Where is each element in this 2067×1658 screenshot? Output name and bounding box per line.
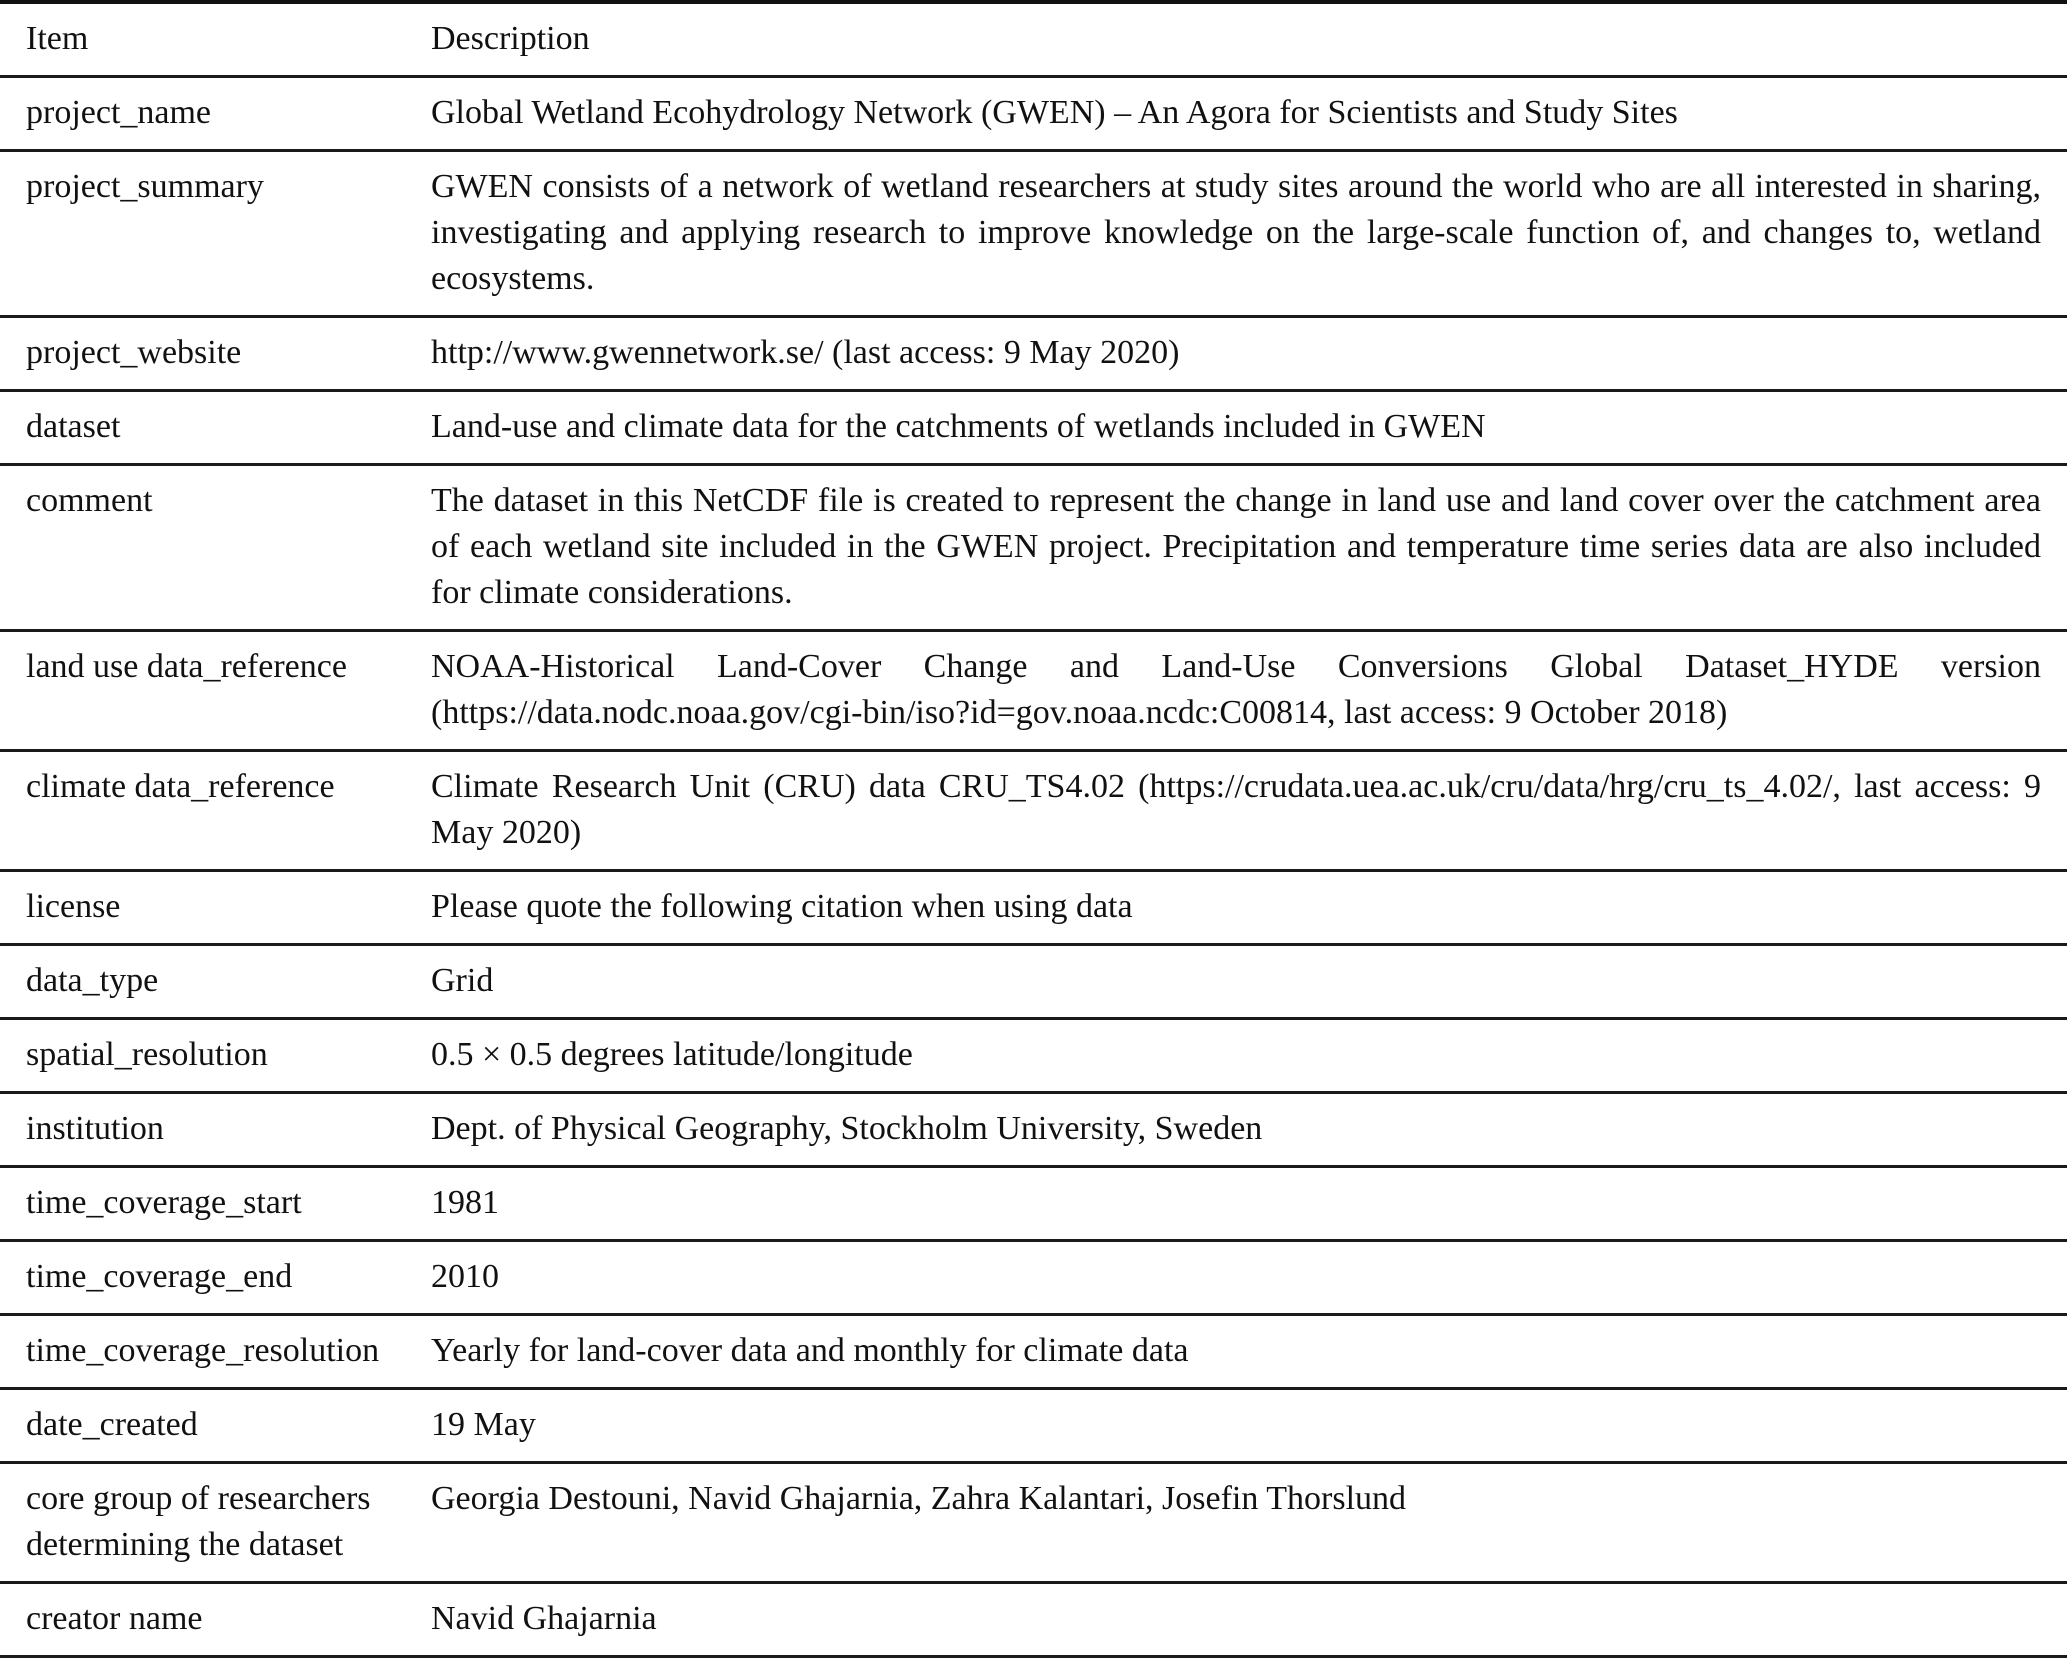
description-cell: http://www.gwennetwork.se/ (last access: 9 May 2020) bbox=[431, 334, 1180, 371]
description-cell: NOAA-Historical Land-Cover Change and Land-Use Conversions Global Dataset_HYDE version (https://data.nodc.noaa.gov/cgi-bin/iso?id=gov.noaa.ncdc:C00814, last access: 9 October 2018) bbox=[431, 648, 2041, 731]
table-row-time-coverage-start bbox=[0, 1167, 2067, 1241]
description-cell: Georgia Destouni, Navid Ghajarnia, Zahra Kalantari, Josefin Thorslund bbox=[431, 1480, 1407, 1517]
description-cell: The dataset in this NetCDF file is created to represent the change in land use and land cover over the catchment area of each wetland site included in the GWEN project. Precipitation and temperature time series data are also included for climate considerations. bbox=[431, 482, 2041, 611]
column-header-item: Item bbox=[26, 20, 89, 57]
table-row-date-created bbox=[0, 1389, 2067, 1463]
table-header-row bbox=[0, 2, 2067, 77]
item-cell: time_coverage_resolution bbox=[26, 1332, 380, 1369]
item-cell: time_coverage_end bbox=[26, 1258, 293, 1295]
description-cell: Global Wetland Ecohydrology Network (GWEN) – An Agora for Scientists and Study Sites bbox=[431, 94, 1678, 131]
item-cell: land use data_reference bbox=[26, 648, 347, 685]
table-row-core-group-of-researchers bbox=[0, 1463, 2067, 1583]
description-cell: Yearly for land-cover data and monthly for climate data bbox=[431, 1332, 1189, 1369]
item-cell: data_type bbox=[26, 962, 159, 999]
item-cell: license bbox=[26, 888, 121, 925]
table-row-climate-data-reference bbox=[0, 751, 2067, 871]
description-cell: 0.5 × 0.5 degrees latitude/longitude bbox=[431, 1036, 913, 1073]
item-cell: dataset bbox=[26, 408, 121, 445]
table-row-spatial-resolution bbox=[0, 1019, 2067, 1093]
item-cell: project_website bbox=[26, 334, 242, 371]
table-row-dataset bbox=[0, 391, 2067, 465]
item-cell: time_coverage_start bbox=[26, 1184, 302, 1221]
description-cell: Climate Research Unit (CRU) data CRU_TS4.02 (https://crudata.uea.ac.uk/cru/data/hrg/cru_ts_4.02/, last access: 9 May 2020) bbox=[431, 768, 2041, 851]
description-cell: Land-use and climate data for the catchments of wetlands included in GWEN bbox=[431, 408, 1486, 445]
item-cell: creator name bbox=[26, 1600, 203, 1637]
item-cell: project_summary bbox=[26, 168, 264, 205]
column-header-description: Description bbox=[431, 20, 590, 57]
table-row-creator-name bbox=[0, 1583, 2067, 1657]
table-row-project-name bbox=[0, 77, 2067, 151]
description-cell: 2010 bbox=[431, 1258, 499, 1295]
table-row-data-type bbox=[0, 945, 2067, 1019]
item-cell: climate data_reference bbox=[26, 768, 335, 805]
table-row-project-website bbox=[0, 317, 2067, 391]
description-cell: Grid bbox=[431, 962, 494, 999]
item-cell: comment bbox=[26, 482, 153, 519]
description-cell: GWEN consists of a network of wetland researchers at study sites around the world who are all interested in sharing, investigating and applying research to improve knowledge on the large-scale function of, and changes to, wetland ecosystems. bbox=[431, 168, 2041, 297]
description-cell: Navid Ghajarnia bbox=[431, 1600, 657, 1637]
table-row-comment bbox=[0, 465, 2067, 631]
table-row-time-coverage-resolution bbox=[0, 1315, 2067, 1389]
description-cell: Please quote the following citation when using data bbox=[431, 888, 1133, 925]
item-cell: date_created bbox=[26, 1406, 198, 1443]
table-row-institution bbox=[0, 1093, 2067, 1167]
item-cell: institution bbox=[26, 1110, 164, 1147]
table-row-land-use-data-reference bbox=[0, 631, 2067, 751]
description-cell: 19 May bbox=[431, 1406, 536, 1443]
item-cell: project_name bbox=[26, 94, 212, 131]
table-row-time-coverage-end bbox=[0, 1241, 2067, 1315]
item-cell: core group of researchers determining the dataset bbox=[26, 1480, 371, 1563]
table-row-project-summary bbox=[0, 151, 2067, 317]
description-cell: 1981 bbox=[431, 1184, 499, 1221]
table-row-license bbox=[0, 871, 2067, 945]
item-cell: spatial_resolution bbox=[26, 1036, 268, 1073]
description-cell: Dept. of Physical Geography, Stockholm University, Sweden bbox=[431, 1110, 1263, 1147]
